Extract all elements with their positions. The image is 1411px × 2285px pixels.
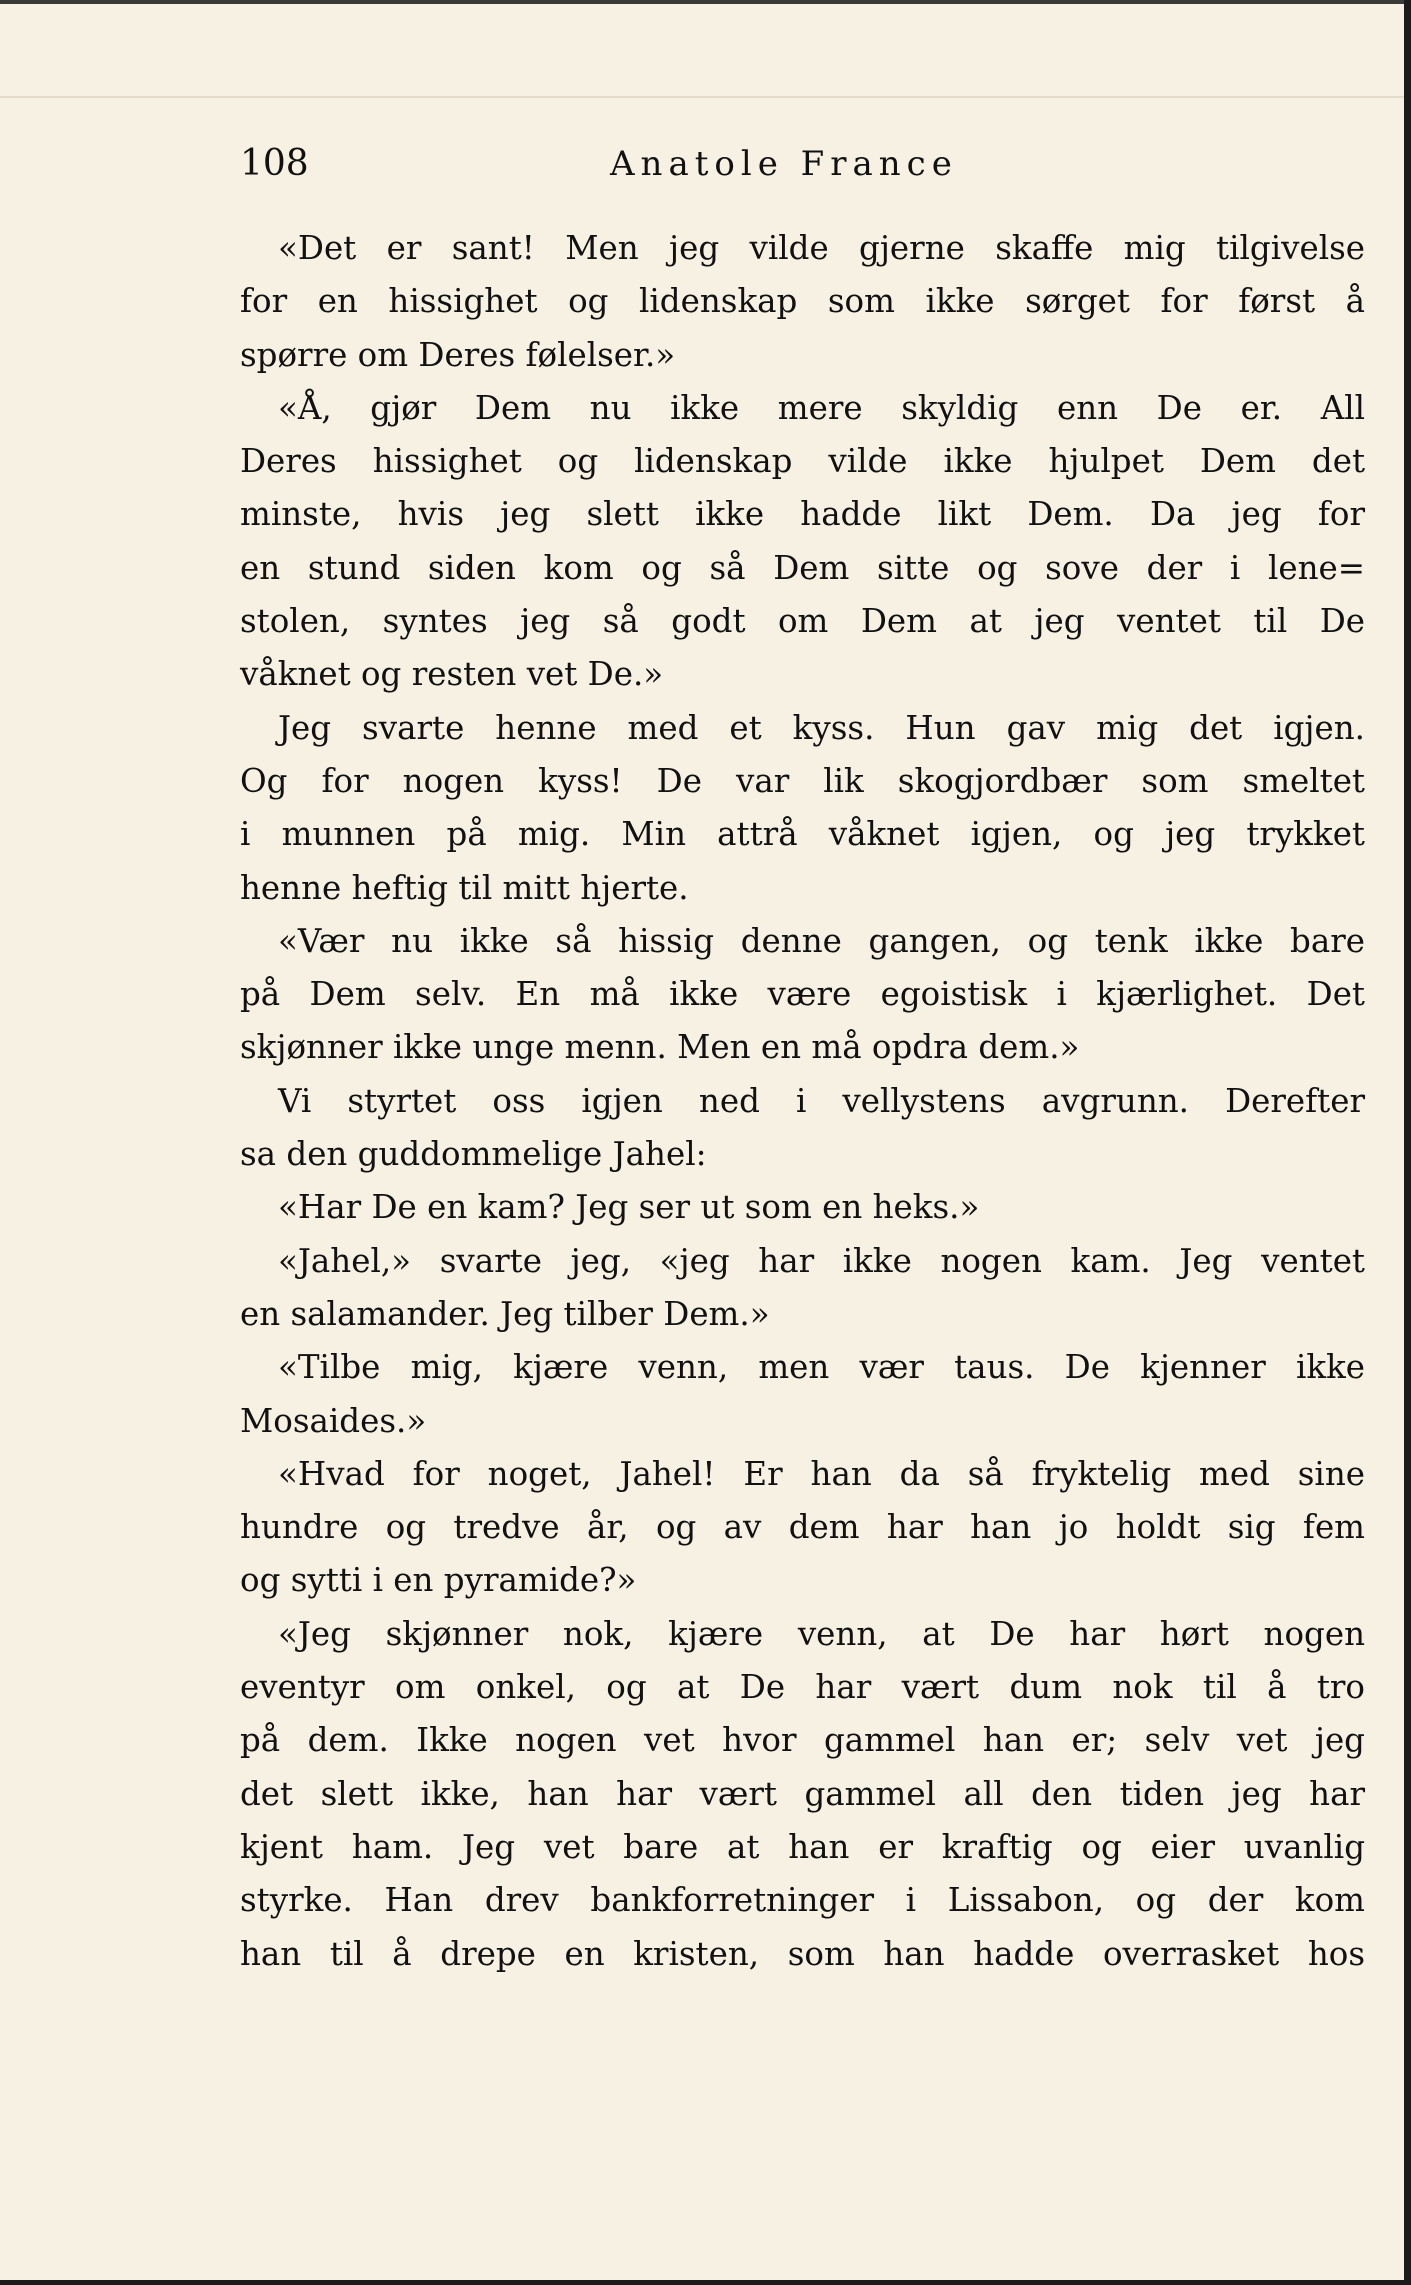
text-line: henne heftig til mitt hjerte. [240,868,689,907]
text-line: en stund siden kom og så Dem sitte og sove der i lene= [240,548,1365,587]
text-line: han til å drepe en kristen, som han hadde overrasket hos [240,1934,1365,1973]
text-line: for en hissighet og lidenskap som ikke sørget for først å [240,282,1365,321]
page-header [240,138,1360,198]
text-line: og sytti i en pyramide?» [240,1561,637,1600]
text-line: Og for nogen kyss! De var lik skogjordbær som smeltet [240,761,1365,800]
text-line: spørre om Deres følelser.» [240,335,676,374]
text-line: styrke. Han drev bankforretninger i Lissabon, og der kom [240,1881,1365,1920]
page-top-edge [0,96,1404,98]
text-line: «Vær nu ikke så hissig denne gangen, og tenk ikke bare [278,921,1365,960]
text-line: våknet og resten vet De.» [240,655,664,694]
text-line: skjønner ikke unge menn. Men en må opdra dem.» [240,1028,1080,1067]
text-line: det slett ikke, han har vært gammel all den tiden jeg har [240,1774,1365,1813]
text-line: stolen, syntes jeg så godt om Dem at jeg ventet til De [240,602,1365,641]
text-line: hundre og tredve år, og av dem har han jo holdt sig fem [240,1508,1365,1547]
body-text [240,222,1365,1981]
running-head: Anatole France [610,144,958,184]
text-line: kjent ham. Jeg vet bare at han er kraftig og eier uvanlig [240,1827,1365,1866]
text-line: «Hvad for noget, Jahel! Er han da så fryktelig med sine [278,1454,1365,1493]
text-line: Vi styrtet oss igjen ned i vellystens avgrunn. Derefter [278,1081,1365,1120]
text-line: «Det er sant! Men jeg vilde gjerne skaffe mig tilgivelse [278,229,1365,267]
text-line: «Å, gjør Dem nu ikke mere skyldig enn De er. All [278,388,1365,427]
text-line: på dem. Ikke nogen vet hvor gammel han er; selv vet jeg [240,1721,1365,1760]
text-line: «Jahel,» svarte jeg, «jeg har ikke nogen kam. Jeg ventet [278,1241,1365,1280]
text-line: Deres hissighet og lidenskap vilde ikke hjulpet Dem det [240,442,1365,481]
text-line: en salamander. Jeg tilber Dem.» [240,1294,770,1333]
text-line: Jeg svarte henne med et kyss. Hun gav mig det igjen. [278,708,1365,747]
text-line: «Jeg skjønner nok, kjære venn, at De har hørt nogen [278,1614,1365,1653]
text-line: sa den guddommelige Jahel: [240,1135,707,1174]
text-line: «Har De en kam? Jeg ser ut som en heks.» [278,1188,980,1227]
text-line: «Tilbe mig, kjære venn, men vær taus. De kjenner ikke [278,1348,1365,1387]
text-line: minste, hvis jeg slett ikke hadde likt Dem. Da jeg for [240,495,1365,534]
text-line: Mosaides.» [240,1401,427,1440]
page-number: 108 [240,143,309,184]
text-line: på Dem selv. En må ikke være egoistisk i kjærlighet. Det [240,975,1365,1014]
text-line: i munnen på mig. Min attrå våknet igjen, og jeg trykket [240,815,1365,854]
text-line: eventyr om onkel, og at De har vært dum nok til å tro [240,1668,1365,1707]
